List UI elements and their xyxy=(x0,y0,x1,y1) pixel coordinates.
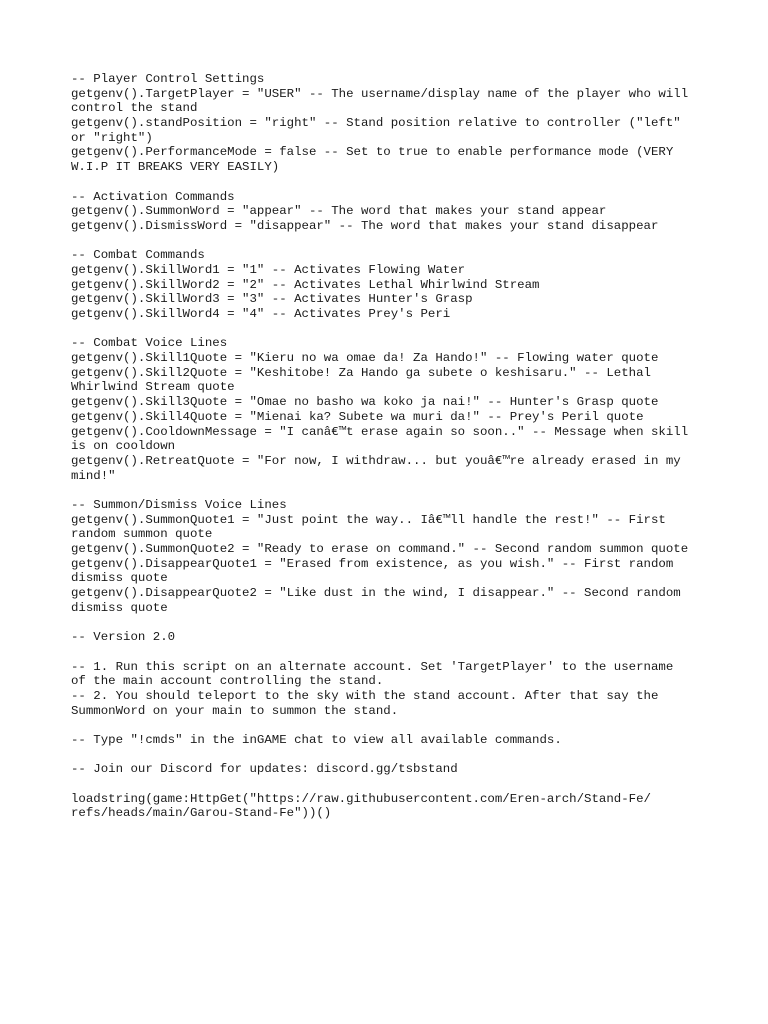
script-line: getgenv().RetreatQuote = "For now, I withdraw... but youâ€™re already erased in my xyxy=(71,453,681,468)
script-line: mind!" xyxy=(71,468,116,483)
script-line xyxy=(71,483,711,498)
script-line: -- 1. Run this script on an alternate account. Set 'TargetPlayer' to the username xyxy=(71,659,674,674)
script-line: getgenv().DisappearQuote1 = "Erased from existence, as you wish." -- First random xyxy=(71,556,674,571)
script-line xyxy=(71,748,711,763)
script-line: W.I.P IT BREAKS VERY EASILY) xyxy=(71,160,280,175)
script-line: getgenv().SummonQuote1 = "Just point the way.. Iâ€™ll handle the rest!" -- First xyxy=(71,512,666,527)
script-line xyxy=(71,777,711,792)
script-line: of the main account controlling the stand. xyxy=(71,674,384,689)
script-line: refs/heads/main/Garou-Stand-Fe"))() xyxy=(71,806,332,821)
script-line xyxy=(71,718,711,733)
script-line: Whirlwind Stream quote xyxy=(71,380,235,395)
script-line: getgenv().SummonQuote2 = "Ready to erase on command." -- Second random summon quote xyxy=(71,542,689,556)
script-line xyxy=(71,175,711,190)
script-line xyxy=(71,322,711,337)
script-line: getgenv().Skill1Quote = "Kieru no wa omae da! Za Hando!" -- Flowing water quote xyxy=(71,351,659,366)
script-line: loadstring(game:HttpGet("https://raw.githubusercontent.com/Eren-arch/Stand-Fe/ xyxy=(71,791,651,806)
script-line xyxy=(71,645,711,660)
script-line: -- Join our Discord for updates: discord.gg/tsbstand xyxy=(71,762,458,777)
script-line: getgenv().PerformanceMode = false -- Set to true to enable performance mode (VERY xyxy=(71,145,674,160)
script-line: -- Type "!cmds" in the inGAME chat to view all available commands. xyxy=(71,732,562,747)
script-line: control the stand xyxy=(71,101,198,116)
script-line: getgenv().SkillWord1 = "1" -- Activates Flowing Water xyxy=(71,262,466,277)
script-line: getgenv().Skill4Quote = "Mienai ka? Subete wa muri da!" -- Prey's Peril quote xyxy=(71,409,644,424)
script-line: getgenv().Skill2Quote = "Keshitobe! Za Hando ga subete o keshisaru." -- Lethal xyxy=(71,365,651,380)
script-line: is on cooldown xyxy=(71,439,176,454)
script-line: getgenv().DismissWord = "disappear" -- The word that makes your stand disappear xyxy=(71,218,659,233)
script-line: random summon quote xyxy=(71,527,213,542)
script-line: -- Combat Voice Lines xyxy=(71,336,228,351)
script-line: getgenv().SkillWord3 = "3" -- Activates Hunter's Grasp xyxy=(71,292,473,307)
script-line: -- Combat Commands xyxy=(71,248,205,263)
script-line: getgenv().CooldownMessage = "I canâ€™t erase again so soon.." -- Message when skill xyxy=(71,424,689,439)
script-line: -- Summon/Dismiss Voice Lines xyxy=(71,497,287,512)
script-line: getgenv().Skill3Quote = "Omae no basho wa koko ja nai!" -- Hunter's Grasp quote xyxy=(71,395,659,410)
script-line: getgenv().TargetPlayer = "USER" -- The username/display name of the player who will xyxy=(71,86,689,101)
script-line: -- Player Control Settings xyxy=(71,72,265,86)
script-line: dismiss quote xyxy=(71,600,168,615)
script-line: dismiss quote xyxy=(71,571,168,586)
script-line xyxy=(71,615,711,630)
script-text-block xyxy=(71,72,711,821)
script-line: SummonWord on your main to summon the stand. xyxy=(71,703,399,718)
script-line: -- 2. You should teleport to the sky with the stand account. After that say the xyxy=(71,688,659,703)
script-line: -- Activation Commands xyxy=(71,189,235,204)
script-line: or "right") xyxy=(71,130,153,145)
script-line: getgenv().SkillWord2 = "2" -- Activates Lethal Whirlwind Stream xyxy=(71,277,540,292)
script-line: getgenv().SummonWord = "appear" -- The word that makes your stand appear xyxy=(71,204,607,219)
script-line xyxy=(71,234,711,249)
script-line: -- Version 2.0 xyxy=(71,630,176,645)
script-line: getgenv().DisappearQuote2 = "Like dust in the wind, I disappear." -- Second random xyxy=(71,586,681,601)
script-line: getgenv().standPosition = "right" -- Stand position relative to controller ("left" xyxy=(71,116,681,131)
script-line: getgenv().SkillWord4 = "4" -- Activates Prey's Peri xyxy=(71,307,451,321)
